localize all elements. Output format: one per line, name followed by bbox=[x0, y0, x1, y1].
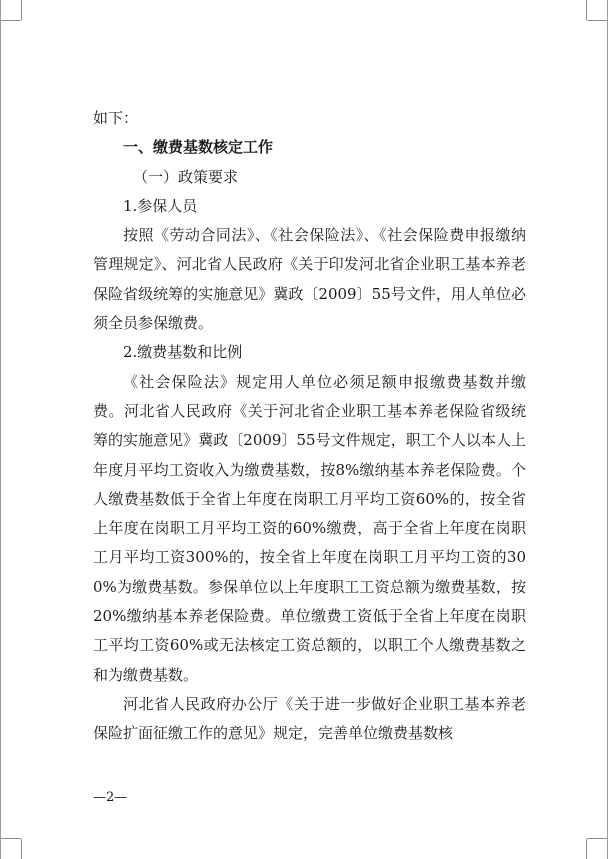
item-2-paragraph-2: 河北省人民政府办公厅《关于进一步做好企业职工基本养老保险扩面征缴工作的意见》规定，完善单位缴费基数核 bbox=[93, 694, 526, 743]
document-body bbox=[93, 104, 526, 749]
item-1-paragraph: 按照《劳动合同法》、《社会保险法》、《社会保险费申报缴纳管理规定》、河北省人民政府《关于印发河北省企业职工基本养老保险省级统筹的实施意见》冀政〔2009〕55号文件，用人单位必须全员参保缴费。 bbox=[93, 226, 526, 333]
intro-line: 如下： bbox=[93, 109, 139, 127]
item-2-paragraph-1: 《社会保险法》规定用人单位必须足额申报缴费基数并缴费。河北省人民政府《关于河北省企业职工基本养老保险省级统筹的实施意见》冀政〔2009〕55号文件规定，职工个人以本人上年度月平均工资收入为缴费基数，按8%缴纳基本养老保险费。个人缴费基数低于全省上年度在岗职工月平均工资60%的，按全省上年度在岗职工月平均工资的60%缴费，高于全省上年度在岗职工月平均工资300%的，按全省上年度在岗职工月平均工资的300%为缴费基数。参保单位以上年度职工工资总额为缴费基数，按20%缴纳基本养老保险费。单位缴费工资低于全省上年度在岗职工平均工资60%或无法核定工资总额的，以职工个人缴费基数之和为缴费基数。 bbox=[93, 372, 526, 684]
subsection-heading: （一）政策要求 bbox=[133, 167, 239, 186]
crop-mark-bottom-right bbox=[587, 838, 607, 839]
item-1-title: 1.参保人员 bbox=[123, 196, 198, 215]
section-heading: 一、缴费基数核定工作 bbox=[123, 138, 274, 157]
crop-mark-top-right-v bbox=[586, 0, 587, 20]
crop-mark-top-left-v bbox=[21, 0, 22, 20]
crop-mark-top-left bbox=[1, 20, 21, 21]
crop-mark-bottom-left-v bbox=[21, 839, 22, 859]
page-number: —2— bbox=[93, 790, 128, 805]
crop-mark-bottom-left bbox=[1, 838, 21, 839]
crop-mark-top-right bbox=[587, 20, 607, 21]
item-2-title: 2.缴费基数和比例 bbox=[123, 343, 243, 362]
crop-mark-bottom-right-v bbox=[586, 839, 587, 859]
